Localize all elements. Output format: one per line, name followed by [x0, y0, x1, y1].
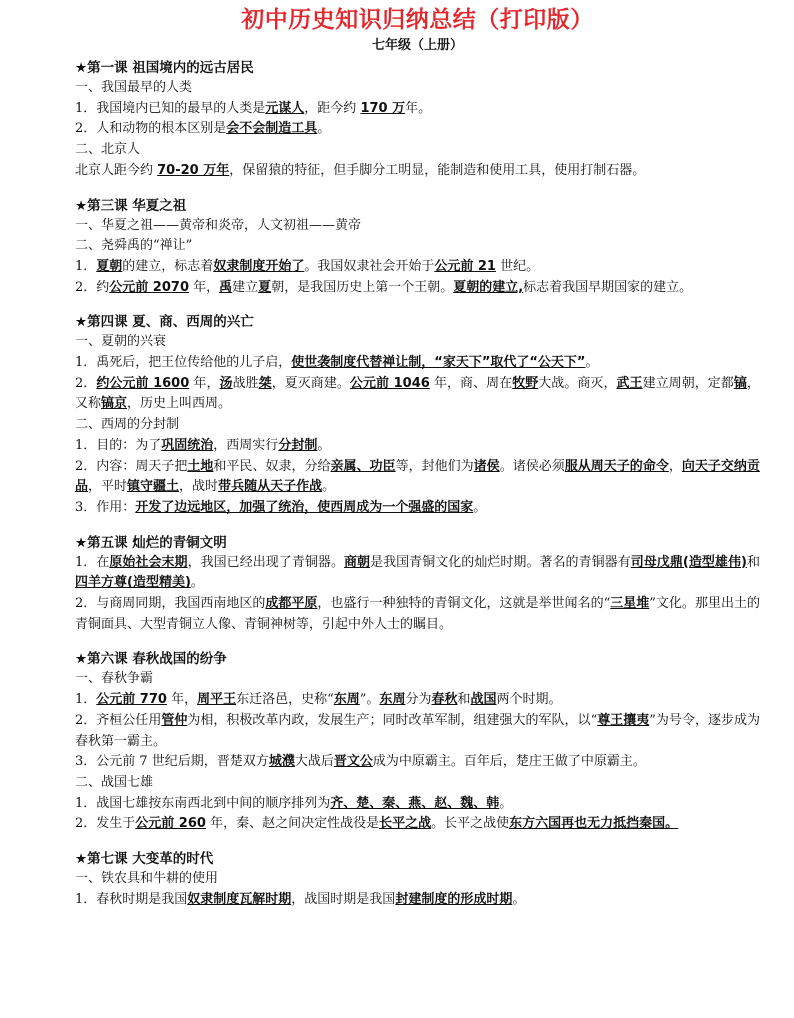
text-run: 3．作用：	[75, 499, 136, 515]
text-run: 1．我国境内已知的最早的人类是	[75, 100, 266, 116]
lesson-section	[75, 196, 760, 299]
text-run: 战胜	[232, 375, 259, 391]
lesson-title: ★第三课 华夏之祖	[75, 197, 187, 214]
section-heading	[75, 869, 760, 890]
lesson-title: ★第六课 春秋战国的纷争	[75, 651, 227, 668]
text-run: 两个时期。	[496, 692, 562, 708]
key-term: 公元前 260	[135, 816, 206, 832]
key-term: 东周	[379, 692, 406, 708]
text-run: ，距今约	[304, 100, 361, 116]
key-term: 晋文公	[333, 754, 373, 770]
key-term: 夏朝	[96, 258, 123, 274]
key-term: 镇守疆土	[127, 479, 180, 495]
text-run: 2．约	[75, 279, 110, 295]
text-run: 大战后	[294, 754, 334, 770]
text-run: 年。	[405, 100, 432, 116]
text-run: 一、春秋争霸	[75, 671, 154, 687]
text-run: 2．发生于	[75, 816, 136, 832]
content-line	[75, 161, 760, 182]
text-run: 1．春秋时期是我国	[75, 891, 188, 907]
text-run: 1．禹死后，把王位传给他的儿子启，	[75, 355, 292, 371]
text-run: 1．目的：为了	[75, 437, 162, 453]
text-run: 3．公元前 7 世纪后期，晋楚双方	[75, 754, 269, 770]
content-line	[75, 436, 760, 457]
text-run: 1．	[75, 692, 97, 708]
text-run: ，我国已经出现了青铜器。	[187, 554, 344, 570]
text-run: 二、北京人	[75, 142, 141, 158]
text-run: 和	[746, 554, 760, 570]
key-term: 管仲	[161, 712, 188, 728]
key-term: 城濮	[268, 754, 295, 770]
text-run: 。	[317, 437, 331, 453]
key-term: 70-20 万年	[157, 162, 230, 178]
text-run: 分为	[405, 692, 432, 708]
text-run: ，	[668, 458, 682, 474]
lesson-section	[75, 58, 760, 182]
key-term: 牧野	[512, 375, 539, 391]
content-line	[75, 752, 760, 773]
lesson-section	[75, 533, 760, 636]
key-term: 约公元前 1600	[96, 375, 190, 391]
text-run: 和	[457, 692, 471, 708]
text-run: 北京人距今约	[75, 162, 158, 178]
text-run: ，战时	[179, 479, 219, 495]
text-run: 1．在	[75, 554, 110, 570]
text-run: 东迁洛邑，史称“	[236, 692, 334, 708]
lesson-list	[75, 58, 760, 911]
text-run: ，战国时期是我国	[291, 891, 396, 907]
lesson-title: ★第七课 大变革的时代	[75, 851, 214, 868]
key-term: 公元前 770	[96, 692, 167, 708]
text-run: 。	[322, 479, 336, 495]
text-run: 1．战国七雄按东南西北到中间的顺序排列为	[75, 795, 331, 811]
key-term: 封建制度的形成时期	[395, 891, 513, 907]
key-term: 分封制	[278, 437, 318, 453]
text-run: 2．齐桓公任用	[75, 712, 162, 728]
key-term: 镐京	[101, 396, 128, 412]
text-run: 二、西周的分封制	[75, 417, 180, 433]
text-run: ，保留猿的特征，但手脚分工明显，能制造和使用工具，使用打制石器。	[229, 162, 646, 178]
content-line	[75, 690, 760, 711]
text-run: 一、夏朝的兴衰	[75, 334, 167, 350]
key-term: 亲属、功臣	[330, 458, 396, 474]
text-run: 二、尧舜禹的“禅让”	[75, 238, 193, 254]
content-line	[75, 99, 760, 120]
key-term: 公元前 21	[434, 258, 496, 274]
key-term: 商朝	[343, 554, 371, 570]
key-term: 武王	[616, 375, 643, 391]
text-run: 朝，是我国历史上第一个王朝。	[271, 279, 454, 295]
text-run: 为相，积极改革内政，发展生产；同时改革军制，组建强大的军队，以“	[187, 712, 598, 728]
text-run: ”为号令，逐步成为春秋第一霸主。	[75, 712, 760, 749]
text-run: 的建立，标志着	[122, 258, 214, 274]
document-subtitle: 七年级（上册）	[371, 38, 463, 53]
section-heading	[75, 236, 760, 257]
section-heading	[75, 669, 760, 690]
key-term: 开发了边远地区，加强了统治，使西周成为一个强盛的国家	[135, 499, 474, 515]
content-line	[75, 457, 760, 498]
text-run: ”。	[359, 692, 380, 708]
text-run: 2．与商周同期，我国西南地区的	[75, 596, 266, 612]
section-heading	[75, 140, 760, 161]
text-run: 年，	[189, 375, 220, 391]
key-term: 巩固统治	[161, 437, 214, 453]
key-term: 周平王	[197, 692, 237, 708]
text-run: 建立周朝，定都	[642, 375, 734, 391]
key-term: 带兵随从天子作战	[218, 479, 323, 495]
text-run: ，又称	[75, 375, 760, 412]
text-run: 。	[585, 355, 599, 371]
key-term: 使世袭制度代替禅让制，“家天下”取代了“公天下”	[291, 355, 586, 371]
lesson-section	[75, 312, 760, 518]
key-term: 诸侯	[473, 458, 500, 474]
text-run: 2．	[75, 375, 97, 391]
content-line	[75, 890, 760, 911]
key-term: 原始社会末期	[109, 554, 188, 570]
text-run: 一、我国最早的人类	[75, 80, 193, 95]
text-run: 。我国奴隶社会开始于	[304, 258, 435, 274]
text-run: 年，秦、赵之间决定性战役是	[205, 816, 380, 832]
text-run: ”文化。那里出土的青铜面具、大型青铜立人像、青铜神树等，引起中外人士的瞩目。	[75, 596, 760, 632]
key-term: 长平之战	[379, 816, 432, 832]
text-run: 一、华夏之祖——黄帝和炎帝，人文初祖——黄帝	[75, 217, 362, 233]
content-line	[75, 498, 760, 519]
key-term: 汤	[219, 375, 233, 391]
text-run: 。	[512, 891, 526, 907]
key-term: 公元前 2070	[109, 279, 189, 295]
content-line	[75, 374, 760, 415]
key-term: 夏朝的建立,	[453, 279, 524, 295]
text-run: 一、铁农具和牛耕的使用	[75, 871, 219, 887]
text-run: 建立	[232, 279, 259, 295]
text-run: ，夏灭商建。	[271, 375, 350, 391]
key-term: 向天子交纳贡品	[75, 458, 760, 495]
text-run: 大战。商灭，	[538, 375, 617, 391]
content-line	[75, 794, 760, 815]
key-term: 奴隶制度开始了	[213, 258, 305, 274]
content-line	[75, 814, 760, 835]
key-term: 会不会制造工具	[226, 121, 318, 137]
content-line	[75, 594, 760, 635]
section-heading	[75, 78, 760, 99]
text-run: 。	[317, 121, 331, 137]
lesson-section	[75, 849, 760, 910]
document-title: 初中历史知识归纳总结（打印版）	[241, 7, 594, 33]
text-run: 成为中原霸主。百年后，楚庄王做了中原霸主。	[372, 754, 646, 770]
section-heading	[75, 773, 760, 794]
text-run: 二、战国七雄	[75, 774, 154, 790]
key-term: 禹	[219, 279, 233, 295]
key-term: 四羊方尊(造型精美)	[75, 575, 191, 591]
content-line	[75, 119, 760, 140]
key-term: 元谋人	[265, 100, 305, 116]
lesson-title: ★第一课 祖国境内的远古居民	[75, 60, 254, 76]
text-run: ，也盛行一种独特的青铜文化，这就是举世闻名的“	[317, 596, 611, 612]
content-line	[75, 711, 760, 752]
key-term: 司母戊鼎(造型雄伟)	[630, 554, 747, 570]
text-run: ，平时	[88, 479, 128, 495]
lesson-section	[75, 649, 760, 835]
text-run: 年，	[189, 279, 220, 295]
text-run: 等，封他们为	[395, 458, 474, 474]
text-run: 和平民、奴隶，分给	[213, 458, 331, 474]
key-term: 镐	[733, 375, 747, 391]
key-term: 土地	[187, 458, 214, 474]
text-run: 。	[473, 499, 487, 515]
key-term: 东方六国再也无力抵挡秦国。	[509, 816, 679, 832]
key-term: 桀	[258, 375, 272, 391]
key-term: 成都平原	[265, 596, 318, 612]
key-term: 公元前 1046	[349, 375, 430, 391]
section-heading	[75, 332, 760, 353]
key-term: 170 万	[360, 100, 406, 116]
text-run: ，西周实行	[213, 437, 279, 453]
key-term: 三星堆	[610, 596, 650, 612]
content-line	[75, 278, 760, 299]
lesson-title: ★第四课 夏、商、西周的兴亡	[75, 314, 254, 331]
text-run: 年，	[166, 692, 198, 708]
text-run: 标志着我国早期国家的建立。	[523, 279, 693, 295]
section-heading	[75, 216, 760, 237]
text-run: 。	[190, 575, 204, 591]
key-term: 尊王攘夷	[597, 712, 650, 728]
key-term: 奴隶制度瓦解时期	[187, 891, 292, 907]
text-run: 。诸侯必须	[499, 458, 565, 474]
text-run: 1．	[75, 258, 97, 274]
lesson-title: ★第五课 灿烂的青铜文明	[75, 534, 227, 551]
text-run: 。长平之战使	[431, 816, 510, 832]
key-term: 夏	[258, 279, 272, 295]
text-run: ，历史上叫西周。	[127, 396, 232, 412]
section-heading	[75, 415, 760, 436]
text-run: 世纪。	[495, 258, 540, 274]
text-run: 是我国青铜文化的灿烂时期。著名的青铜器有	[370, 554, 631, 570]
text-run: 2．内容：周天子把	[75, 458, 188, 474]
text-run: 。	[499, 795, 513, 811]
content-line	[75, 257, 760, 278]
key-term: 春秋	[431, 692, 458, 708]
key-term: 服从周天子的命令	[564, 458, 669, 474]
text-run: 年，商、周在	[429, 375, 513, 391]
key-term: 东周	[333, 692, 360, 708]
text-run: 2．人和动物的根本区别是	[75, 121, 227, 137]
key-term: 齐、楚、秦、燕、赵、魏、韩	[330, 795, 500, 811]
content-line	[75, 353, 760, 374]
key-term: 战国	[470, 692, 497, 708]
content-line	[75, 553, 760, 594]
